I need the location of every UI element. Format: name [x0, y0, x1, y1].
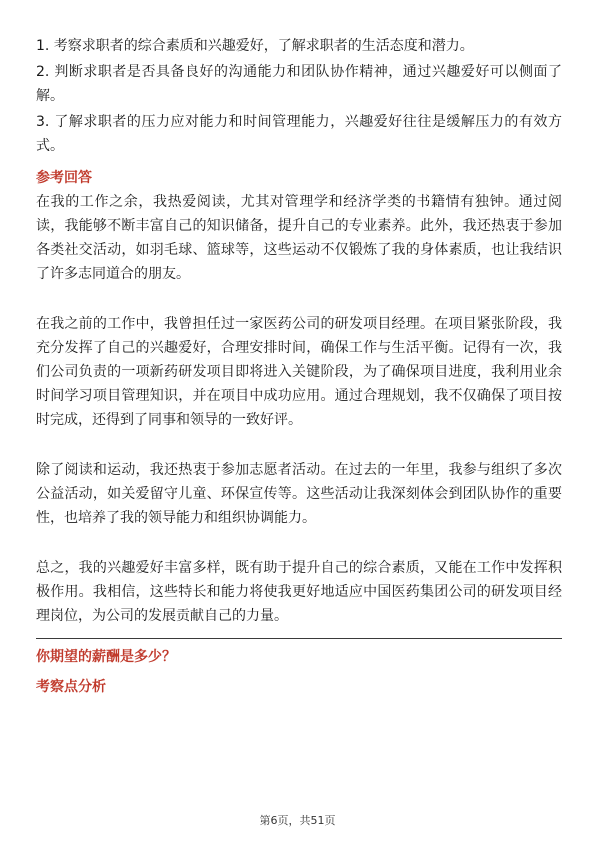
answer-paragraph-1: 在我的工作之余，我热爱阅读，尤其对管理学和经济学类的书籍情有独钟。通过阅读，我能够不断丰富自己的知识储备，提升自己的专业素养。此外，我还热衷于参加各类社交活动，如羽毛球、篮球等，这些运动不仅锻炼了我的身体素质，也让我结识了许多志同道合的朋友。: [36, 194, 562, 282]
page-content: [36, 34, 562, 699]
next-question-title: 你期望的薪酬是多少？: [36, 649, 176, 665]
analysis-point-3: 3. 了解求职者的压力应对能力和时间管理能力，兴趣爱好往往是缓解压力的有效方式。: [36, 114, 562, 154]
section-divider: [36, 638, 562, 639]
answer-paragraph-4: 总之，我的兴趣爱好丰富多样，既有助于提升自己的综合素质，又能在工作中发挥积极作用。我相信，这些特长和能力将使我更好地适应中国医药集团公司的研发项目经理岗位，为公司的发展贡献自己的力量。: [36, 560, 562, 624]
analysis-point-2: 2. 判断求职者是否具备良好的沟通能力和团队协作精神，通过兴趣爱好可以侧面了解。: [36, 64, 562, 104]
answer-paragraph-2: 在我之前的工作中，我曾担任过一家医药公司的研发项目经理。在项目紧张阶段，我充分发挥了自己的兴趣爱好，合理安排时间，确保工作与生活平衡。记得有一次，我们公司负责的一项新药研发项目即将进入关键阶段，为了确保项目进度，我利用业余时间学习项目管理知识，并在项目中成功应用。通过合理规划，我不仅确保了项目按时完成，还得到了同事和领导的一致好评。: [36, 316, 562, 428]
page-footer: 第6页，共51页: [259, 814, 336, 827]
answer-heading: 参考回答: [36, 170, 92, 186]
answer-paragraph-3: 除了阅读和运动，我还热衷于参加志愿者活动。在过去的一年里，我参与组织了多次公益活动，如关爱留守儿童、环保宣传等。这些活动让我深刻体会到团队协作的重要性，也培养了我的领导能力和组织协调能力。: [36, 462, 562, 526]
next-question-subheading: 考察点分析: [36, 679, 106, 695]
analysis-point-1: 1. 考察求职者的综合素质和兴趣爱好，了解求职者的生活态度和潜力。: [36, 38, 474, 54]
